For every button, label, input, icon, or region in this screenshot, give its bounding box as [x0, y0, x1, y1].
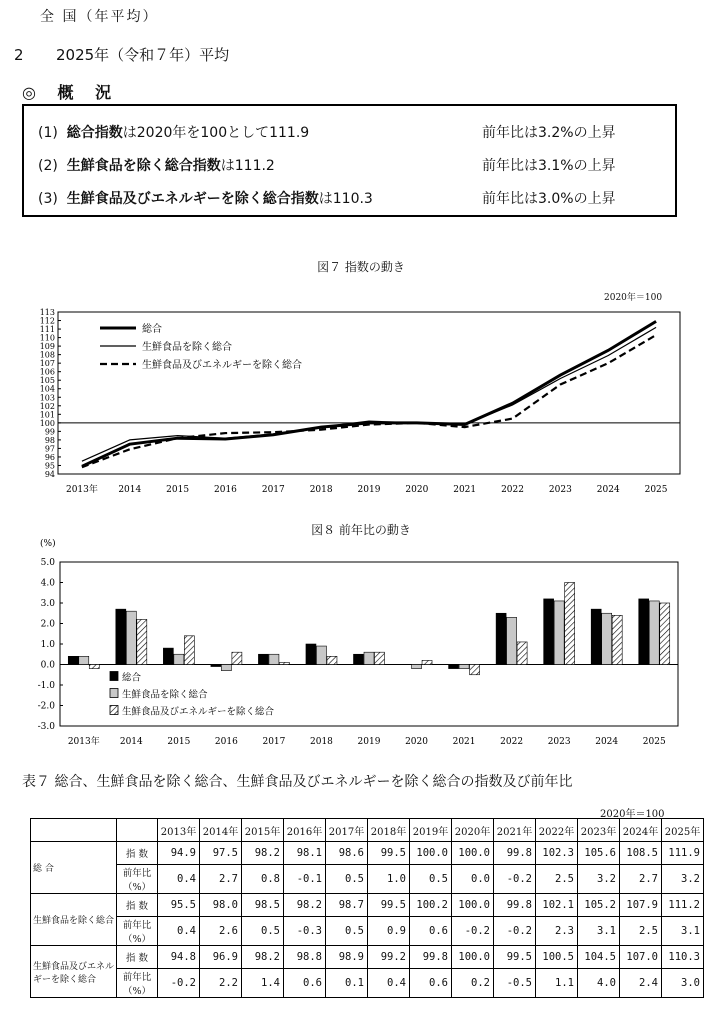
- table7-cell: 99.8: [494, 842, 536, 865]
- table7-cell: 0.6: [410, 917, 452, 946]
- x-tick-label: 2016: [214, 485, 237, 495]
- bar-series-3: [470, 665, 480, 675]
- summary-line-2: [38, 155, 275, 175]
- x-tick-label: 2015: [167, 737, 191, 747]
- table7-cell: 0.0: [452, 865, 494, 894]
- y-tick-label: 113: [39, 308, 55, 317]
- summary-no: (2): [38, 158, 58, 174]
- y-tick-label: 0.0: [40, 660, 55, 671]
- table7-cell: 2.2: [200, 969, 242, 998]
- table7-cell: -0.2: [494, 865, 536, 894]
- bar-series-3: [184, 636, 194, 665]
- x-tick-label: 2018: [310, 737, 333, 747]
- table7-cell: -0.3: [284, 917, 326, 946]
- x-tick-label: 2025: [642, 737, 666, 747]
- table7-cell: 0.6: [284, 969, 326, 998]
- y-tick-label: 96: [44, 452, 55, 462]
- legend-swatch: [110, 689, 118, 698]
- x-tick-label: 2014: [118, 485, 142, 495]
- y-tick-label: 98: [44, 435, 55, 445]
- bar-series-2: [602, 613, 612, 664]
- bar-series-1: [163, 648, 173, 664]
- table7-cell: 0.8: [242, 865, 284, 894]
- summary-no: (1): [38, 125, 58, 141]
- plot-frame: [60, 562, 678, 726]
- table7-cell: 98.1: [284, 842, 326, 865]
- bar-series-3: [517, 642, 527, 665]
- legend-label: 総合: [122, 672, 142, 684]
- bar-series-3: [422, 660, 432, 664]
- legend-label: 総合: [142, 324, 162, 335]
- y-tick-label: 94: [44, 470, 55, 479]
- table7-cell: 0.1: [326, 969, 368, 998]
- bar-series-2: [554, 601, 564, 665]
- x-tick-label: 2021: [452, 737, 476, 747]
- table7-cell: 1.0: [368, 865, 410, 894]
- table7-cell: 111.2: [662, 894, 704, 917]
- table7-cell: -0.2: [158, 969, 200, 998]
- table7-cell: 0.5: [326, 917, 368, 946]
- table7-cell: 3.2: [662, 865, 704, 894]
- bar-series-1: [639, 599, 649, 665]
- legend-label: 生鮮食品及びエネルギーを除く総合: [142, 360, 302, 371]
- table7-cell: 3.1: [578, 917, 620, 946]
- table7-cell: 98.9: [326, 946, 368, 969]
- table7-year: 2018年: [368, 819, 410, 842]
- table7-cell: -0.2: [494, 917, 536, 946]
- table7-year: 2025年: [662, 819, 704, 842]
- section-title: 2025年（令和７年）平均: [56, 46, 230, 64]
- table7-cell: 100.0: [452, 842, 494, 865]
- y-tick-label: 111: [39, 325, 55, 335]
- x-tick-label: 2024: [595, 737, 619, 747]
- table7-cell: 1.1: [536, 969, 578, 998]
- table7-cell: 97.5: [200, 842, 242, 865]
- x-tick-label: 2016: [214, 737, 238, 747]
- bar-series-3: [660, 603, 670, 665]
- table7-cell: 99.5: [368, 842, 410, 865]
- bar-series-1: [68, 656, 78, 664]
- table7-cell: 98.2: [242, 842, 284, 865]
- table7-cell: 2.7: [620, 865, 662, 894]
- table7-kind-label: 前年比（%）: [117, 917, 158, 946]
- bar-series-3: [327, 656, 337, 664]
- figure7-base-note: 2020年＝100: [604, 293, 663, 303]
- bar-series-1: [591, 609, 601, 664]
- table7-cell: 98.0: [200, 894, 242, 917]
- table7-cell: 98.5: [242, 894, 284, 917]
- x-tick-label: 2018: [309, 485, 333, 495]
- bar-series-3: [89, 665, 99, 669]
- x-tick-label: 2020: [405, 737, 428, 747]
- bar-series-1: [354, 654, 364, 664]
- table7-cell: 100.0: [410, 842, 452, 865]
- table7-cell: 98.6: [326, 842, 368, 865]
- table7-header-row: [31, 819, 704, 842]
- y-tick-label: 4.0: [40, 578, 55, 589]
- table7: [30, 818, 704, 998]
- table7-cell: 0.2: [452, 969, 494, 998]
- legend-label: 生鮮食品及びエネルギーを除く総合: [122, 706, 275, 718]
- table7-corner: [31, 819, 117, 842]
- legend-swatch: [110, 672, 118, 681]
- table7-cell: 2.5: [536, 865, 578, 894]
- bar-series-2: [174, 654, 184, 664]
- table7-cell: -0.2: [452, 917, 494, 946]
- summary-rest: は111.2: [220, 158, 275, 174]
- x-tick-label: 2015: [166, 485, 190, 495]
- plot-frame: [58, 312, 680, 474]
- figure7-line-chart: [0, 300, 722, 500]
- x-tick-label: 2019: [357, 737, 381, 747]
- x-tick-label: 2025: [644, 485, 668, 495]
- table7-cell: 2.7: [200, 865, 242, 894]
- bar-series-2: [412, 665, 422, 669]
- table7-cell: 2.5: [620, 917, 662, 946]
- bar-series-2: [126, 611, 136, 664]
- table7-cell: 102.1: [536, 894, 578, 917]
- y-tick-label: 2.0: [40, 619, 55, 630]
- table7-cell: 0.4: [158, 917, 200, 946]
- figure8-bar-chart: [0, 534, 722, 750]
- table7-cell: 96.9: [200, 946, 242, 969]
- table7-cell: 0.4: [368, 969, 410, 998]
- bar-series-3: [565, 583, 575, 665]
- table7-row: [31, 894, 704, 917]
- table7-kind-label: 指 数: [117, 946, 158, 969]
- summary-no: (3): [38, 191, 58, 207]
- table7-cell: 0.5: [326, 865, 368, 894]
- bar-series-1: [449, 665, 459, 669]
- bar-series-1: [306, 644, 316, 665]
- y-tick-label: 5.0: [40, 558, 55, 568]
- page-scope: 全 国（年平均）: [40, 9, 159, 25]
- table7-cell: 99.8: [494, 894, 536, 917]
- table7-row: [31, 917, 704, 946]
- y-tick-label: 108: [39, 350, 55, 360]
- figure7-title: 図７ 指数の動き: [317, 260, 405, 274]
- table7-year: 2024年: [620, 819, 662, 842]
- x-tick-label: 2017: [261, 485, 285, 495]
- y-tick-label: 100: [39, 418, 55, 428]
- y-tick-label: -2.0: [37, 701, 55, 712]
- table7-year: 2022年: [536, 819, 578, 842]
- x-tick-label: 2023: [548, 485, 572, 495]
- table7-year: 2015年: [242, 819, 284, 842]
- table7-base-note: 2020年＝100: [600, 809, 665, 820]
- bar-series-3: [375, 652, 385, 664]
- table7-cell: 110.3: [662, 946, 704, 969]
- bar-series-2: [79, 656, 89, 664]
- table7-cell: 99.5: [494, 946, 536, 969]
- table7-cell: 107.9: [620, 894, 662, 917]
- y-tick-label: -3.0: [37, 722, 55, 732]
- bar-series-2: [649, 601, 659, 665]
- bar-series-2: [269, 654, 279, 664]
- table7-row: [31, 865, 704, 894]
- bar-series-1: [496, 613, 506, 664]
- table7-cell: -0.5: [494, 969, 536, 998]
- table7-kind-label: 指 数: [117, 842, 158, 865]
- table7-cell: 107.0: [620, 946, 662, 969]
- y-tick-label: 1.0: [40, 640, 55, 650]
- table7-cell: 98.8: [284, 946, 326, 969]
- table7-cell: 3.1: [662, 917, 704, 946]
- figure8-title: 図８ 前年比の動き: [311, 523, 411, 537]
- summary-bold: 生鮮食品及びエネルギーを除く総合指数: [66, 191, 319, 207]
- table7-caption: 表７ 総合、生鮮食品を除く総合、生鮮食品及びエネルギーを除く総合の指数及び前年比: [22, 774, 573, 790]
- table7-group-label: 生鮮食品を除く総合: [31, 894, 117, 946]
- table7-cell: 99.2: [368, 946, 410, 969]
- table7-cell: 0.6: [410, 969, 452, 998]
- table7-year: 2019年: [410, 819, 452, 842]
- table7-group-label: 総 合: [31, 842, 117, 894]
- y-tick-label: 95: [44, 461, 55, 471]
- bar-series-1: [258, 654, 268, 664]
- summary-change-1: 前年比は3.2%の上昇: [482, 125, 616, 141]
- y-tick-label: 97: [44, 444, 55, 454]
- summary-change-2: 前年比は3.1%の上昇: [482, 158, 616, 174]
- y-tick-label: 104: [39, 384, 55, 394]
- summary-bold: 総合指数: [66, 125, 123, 141]
- table7-corner: [117, 819, 158, 842]
- legend-label: 生鮮食品を除く総合: [142, 342, 232, 353]
- summary-change-3: 前年比は3.0%の上昇: [482, 191, 616, 207]
- table7-cell: 102.3: [536, 842, 578, 865]
- table7-year: 2017年: [326, 819, 368, 842]
- table7-cell: 100.0: [452, 894, 494, 917]
- table7-group-label: 生鮮食品及びエネルギーを除く総合: [31, 946, 117, 998]
- x-tick-label: 2020: [405, 485, 429, 495]
- summary-bold: 生鮮食品を除く総合指数: [66, 158, 221, 174]
- x-tick-label: 2021: [453, 485, 477, 495]
- overview-title: ◎ 概 況: [22, 83, 120, 102]
- y-tick-label: 105: [39, 376, 55, 386]
- table7-cell: 98.7: [326, 894, 368, 917]
- table7-cell: 104.5: [578, 946, 620, 969]
- table7-row: [31, 969, 704, 998]
- table7-cell: 98.2: [284, 894, 326, 917]
- table7-cell: 111.9: [662, 842, 704, 865]
- x-tick-label: 2019: [357, 485, 381, 495]
- table7-year: 2021年: [494, 819, 536, 842]
- table7-cell: 0.5: [410, 865, 452, 894]
- summary-line-1: [38, 122, 309, 142]
- bar-series-3: [279, 662, 289, 664]
- table7-cell: 2.4: [620, 969, 662, 998]
- table7-kind-label: 前年比（%）: [117, 969, 158, 998]
- table7-cell: 0.4: [158, 865, 200, 894]
- y-tick-label: 103: [39, 393, 55, 403]
- table7-cell: 100.0: [452, 946, 494, 969]
- table7-year: 2016年: [284, 819, 326, 842]
- x-tick-label: 2024: [596, 485, 620, 495]
- table7-cell: 100.2: [410, 894, 452, 917]
- x-tick-label: 2017: [262, 737, 286, 747]
- x-tick-label: 2023: [547, 737, 571, 747]
- y-tick-label: 102: [39, 401, 55, 411]
- table7-cell: 98.2: [242, 946, 284, 969]
- table7-cell: 100.5: [536, 946, 578, 969]
- y-tick-label: 3.0: [40, 599, 55, 609]
- bar-series-2: [221, 665, 231, 671]
- bar-series-2: [459, 665, 469, 669]
- table7-cell: 94.8: [158, 946, 200, 969]
- bar-series-1: [544, 599, 554, 665]
- legend-label: 生鮮食品を除く総合: [122, 689, 208, 701]
- bar-series-2: [316, 646, 326, 664]
- x-tick-label: 2022: [501, 485, 524, 495]
- table7-year: 2020年: [452, 819, 494, 842]
- table7-cell: 0.5: [242, 917, 284, 946]
- table7-cell: 4.0: [578, 969, 620, 998]
- bar-series-3: [137, 619, 147, 664]
- table7-cell: 2.6: [200, 917, 242, 946]
- summary-line-3: [38, 188, 373, 208]
- y-tick-label: -1.0: [37, 681, 55, 691]
- summary-box: [22, 104, 677, 217]
- table7-cell: -0.1: [284, 865, 326, 894]
- table7-year: 2014年: [200, 819, 242, 842]
- section-number: 2: [14, 46, 24, 64]
- x-tick-label: 2013年: [65, 485, 98, 495]
- table7-kind-label: 指 数: [117, 894, 158, 917]
- legend-swatch: [110, 706, 118, 715]
- y-tick-label: 109: [39, 342, 55, 352]
- table7-cell: 1.4: [242, 969, 284, 998]
- table7-cell: 94.9: [158, 842, 200, 865]
- table7-cell: 0.9: [368, 917, 410, 946]
- table7-cell: 105.6: [578, 842, 620, 865]
- table7-cell: 99.5: [368, 894, 410, 917]
- y-tick-label: 99: [44, 427, 55, 437]
- summary-rest: は110.3: [318, 191, 373, 207]
- x-tick-label: 2013年: [67, 737, 100, 747]
- table7-row: [31, 842, 704, 865]
- table7-year: 2013年: [158, 819, 200, 842]
- y-tick-label: 101: [39, 410, 55, 420]
- bar-series-1: [116, 609, 126, 664]
- table7-cell: 95.5: [158, 894, 200, 917]
- table7-cell: 108.5: [620, 842, 662, 865]
- y-tick-label: 110: [39, 333, 55, 343]
- table7-cell: 3.0: [662, 969, 704, 998]
- y-tick-label: 106: [39, 367, 55, 377]
- bar-series-3: [232, 652, 242, 664]
- section-heading: [14, 44, 229, 65]
- table7-year: 2023年: [578, 819, 620, 842]
- table7-cell: 105.2: [578, 894, 620, 917]
- table7-cell: 2.3: [536, 917, 578, 946]
- table7-cell: 3.2: [578, 865, 620, 894]
- y-tick-label: 107: [39, 359, 55, 369]
- summary-rest: は2020年を100として111.9: [122, 125, 310, 141]
- y-tick-label: 112: [39, 316, 55, 326]
- bar-series-2: [507, 617, 517, 664]
- y-axis-unit: (%): [40, 539, 56, 549]
- table7-kind-label: 前年比（%）: [117, 865, 158, 894]
- table7-row: [31, 946, 704, 969]
- x-tick-label: 2022: [500, 737, 524, 747]
- bar-series-3: [612, 615, 622, 664]
- bar-series-2: [364, 652, 374, 664]
- table7-cell: 99.8: [410, 946, 452, 969]
- series-line-3: [82, 335, 656, 467]
- x-tick-label: 2014: [119, 737, 143, 747]
- bar-series-1: [211, 665, 221, 667]
